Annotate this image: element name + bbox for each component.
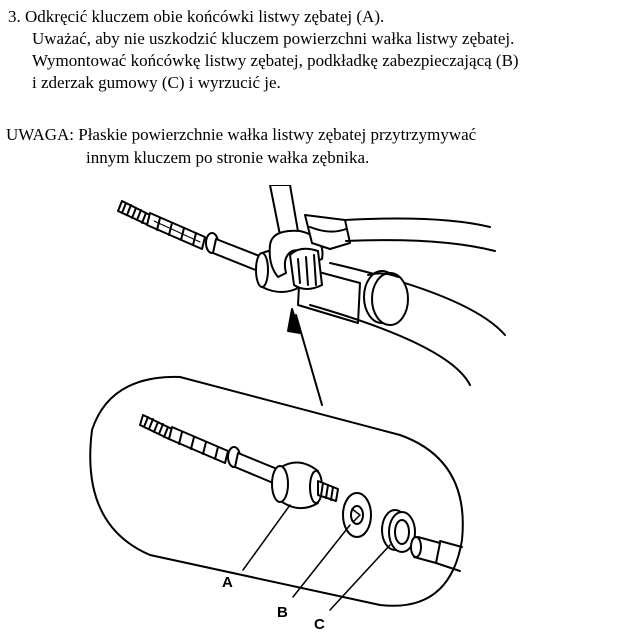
callout-c: C <box>314 616 325 633</box>
detail-pointer-arrow <box>288 309 322 405</box>
caution-note <box>6 123 614 169</box>
instruction-text-1: Odkręcić kluczem obie końcówki listwy zębatej (A). <box>25 7 385 26</box>
lock-washer-b <box>343 493 371 537</box>
instruction-line-2: Uważać, aby nie uszkodzić kluczem powierzchni wałka listwy zębatej. <box>32 29 515 48</box>
note-text-1: Płaskie powierzchnie wałka listwy zębatej przytrzymywać <box>78 125 477 144</box>
technical-illustration <box>0 185 620 640</box>
instruction-line-4: i zderzak gumowy (C) i wyrzucić je. <box>32 73 281 92</box>
step-number: 3. <box>8 7 21 26</box>
callout-b: B <box>277 604 288 621</box>
note-label: UWAGA: <box>6 125 74 144</box>
callout-a: A <box>222 574 233 591</box>
instruction-line-1 <box>8 6 614 28</box>
rack-end-removal-diagram <box>0 185 620 640</box>
instruction-step-3 <box>8 6 614 94</box>
note-line-2: innym kluczem po stronie wałka zębnika. <box>86 148 370 167</box>
tie-rod-splines <box>147 213 205 249</box>
tie-rod-threaded-end <box>118 201 150 225</box>
note-line-1 <box>6 123 614 146</box>
steering-rack-assembly <box>118 185 505 385</box>
instruction-line-3: Wymontować końcówkę listwy zębatej, podkładkę zabezpieczającą (B) <box>32 51 519 70</box>
